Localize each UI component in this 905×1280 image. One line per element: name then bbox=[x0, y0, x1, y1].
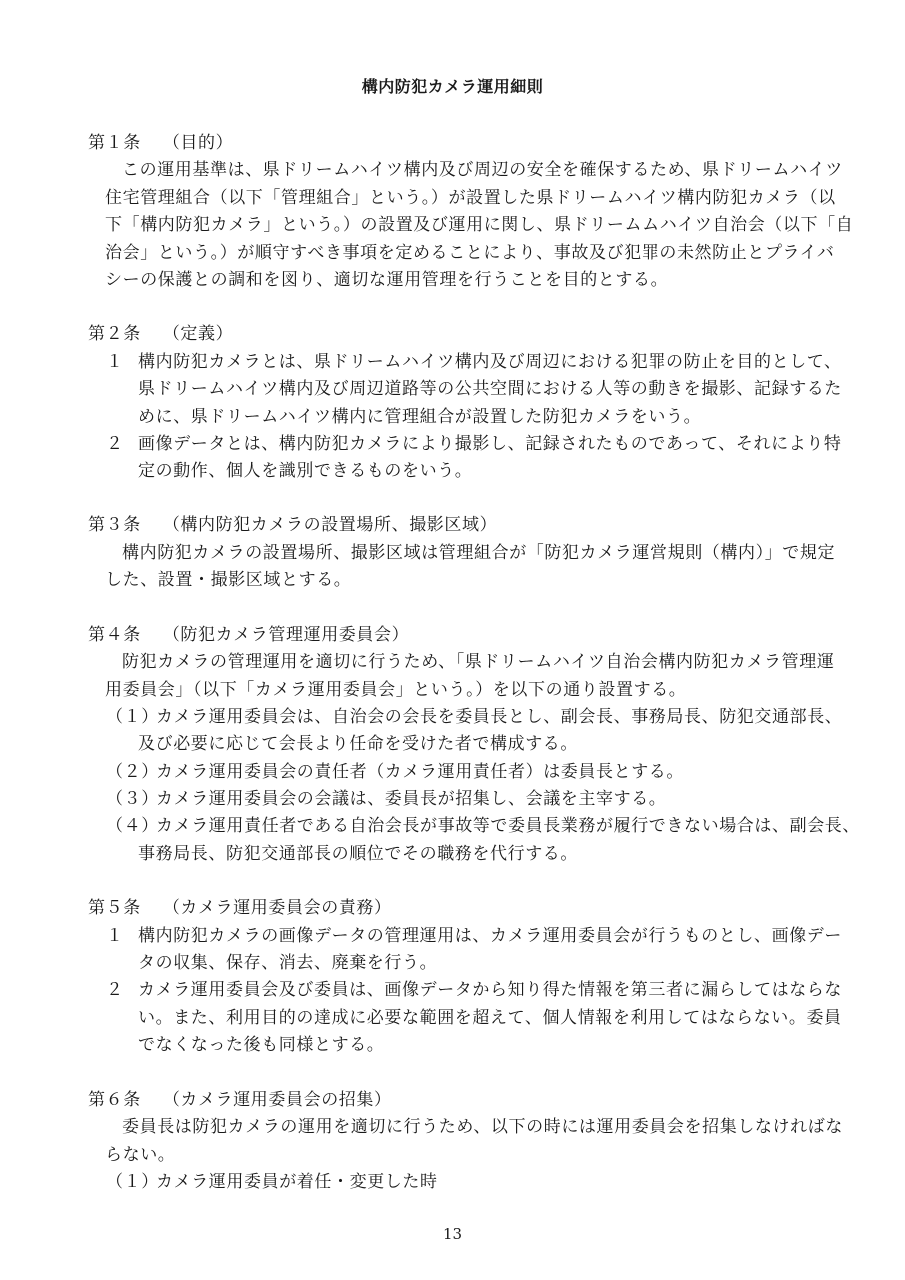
item-line: 事務局長、防犯交通部長の順位でその職務を代行する。 bbox=[138, 844, 578, 864]
item-marker: （１） bbox=[106, 707, 159, 727]
item-line: カメラ運用委員会は、自治会の会長を委員長とし、副会長、事務局長、防犯交通部長、 bbox=[156, 707, 843, 727]
document-title: 構内防犯カメラ運用細則 bbox=[361, 77, 544, 96]
item-line: カメラ運用委員会の責任者（カメラ運用責任者）は委員長とする。 bbox=[156, 762, 684, 782]
paragraph-line: 下「構内防犯カメラ」という。）の設置及び運用に関し、県ドリームムハイツ自治会（以下「自 bbox=[105, 215, 854, 235]
article-number: 第６条 bbox=[88, 1090, 141, 1110]
paragraph-line: シーの保護との調和を図り、適切な運用管理を行うことを目的とする。 bbox=[105, 270, 669, 290]
item-marker: （２） bbox=[106, 762, 159, 782]
item-marker: ２ bbox=[106, 434, 124, 454]
item-line: 及び必要に応じて会長より任命を受けた者で構成する。 bbox=[138, 734, 578, 754]
article-3-heading bbox=[88, 515, 497, 535]
paragraph-line: 構内防犯カメラの設置場所、撮影区域は管理組合が「防犯カメラ運営規則（構内）」で規定 bbox=[122, 543, 836, 563]
paragraph-line: この運用基準は、県ドリームハイツ構内及び周辺の安全を確保するため、県ドリームハイツ bbox=[122, 160, 843, 180]
article-number: 第３条 bbox=[88, 515, 141, 535]
item-marker: （４） bbox=[106, 816, 159, 836]
article-caption: （カメラ運用委員会の招集） bbox=[162, 1090, 392, 1110]
paragraph-line: らない。 bbox=[105, 1145, 176, 1165]
item-marker: （１） bbox=[106, 1172, 159, 1192]
article-6-heading bbox=[88, 1090, 392, 1110]
item-line: 画像データとは、構内防犯カメラにより撮影し、記録されたものであって、それにより特 bbox=[138, 434, 842, 454]
article-number: 第１条 bbox=[88, 133, 141, 153]
item-line: タの収集、保存、消去、廃棄を行う。 bbox=[138, 953, 438, 973]
article-number: 第２条 bbox=[88, 324, 141, 344]
item-line: カメラ運用委員が着任・変更した時 bbox=[156, 1172, 438, 1192]
item-line: い。また、利用目的の達成に必要な範囲を超えて、個人情報を利用してはならない。委員 bbox=[138, 1008, 842, 1028]
item-line: カメラ運用責任者である自治会長が事故等で委員長業務が履行できない場合は、副会長、 bbox=[156, 816, 860, 836]
article-caption: （構内防犯カメラの設置場所、撮影区域） bbox=[162, 515, 498, 535]
item-marker: （３） bbox=[106, 789, 159, 809]
paragraph-line: 用委員会」（以下「カメラ運用委員会」という。）を以下の通り設置する。 bbox=[105, 680, 687, 700]
page-number: 13 bbox=[442, 1225, 463, 1243]
article-number: 第５条 bbox=[88, 898, 141, 918]
item-line: でなくなった後も同様とする。 bbox=[138, 1035, 385, 1055]
article-4-heading bbox=[88, 625, 409, 645]
article-2-heading bbox=[88, 324, 233, 344]
item-marker: １ bbox=[106, 926, 124, 946]
item-line: 構内防犯カメラの画像データの管理運用は、カメラ運用委員会が行うものとし、画像デー bbox=[138, 926, 842, 946]
item-line: カメラ運用委員会の会議は、委員長が招集し、会議を主宰する。 bbox=[156, 789, 667, 809]
item-line: めに、県ドリームハイツ構内に管理組合が設置した防犯カメラをいう。 bbox=[138, 407, 702, 427]
item-line: 定の動作、個人を識別できるものをいう。 bbox=[138, 461, 473, 481]
article-5-heading bbox=[88, 898, 392, 918]
item-marker: １ bbox=[106, 352, 124, 372]
item-line: カメラ運用委員会及び委員は、画像データから知り得た情報を第三者に漏らしてはならな bbox=[138, 980, 842, 1000]
item-line: 構内防犯カメラとは、県ドリームハイツ構内及び周辺における犯罪の防止を目的として、 bbox=[138, 352, 842, 372]
paragraph-line: 防犯カメラの管理運用を適切に行うため、「県ドリームハイツ自治会構内防犯カメラ管理運 bbox=[122, 652, 835, 672]
item-marker: ２ bbox=[106, 980, 124, 1000]
article-caption: （防犯カメラ管理運用委員会） bbox=[162, 625, 410, 645]
paragraph-line: 委員長は防犯カメラの運用を適切に行うため、以下の時には運用委員会を招集しなければな bbox=[122, 1117, 843, 1137]
article-caption: （定義） bbox=[162, 324, 234, 344]
paragraph-line: 住宅管理組合（以下「管理組合」という。）が設置した県ドリームハイツ構内防犯カメラ（以 bbox=[105, 188, 836, 208]
paragraph-line: 治会」という。）が順守すべき事項を定めることにより、事故及び犯罪の未然防止とプライバ bbox=[105, 243, 835, 263]
paragraph-line: した、設置・撮影区域とする。 bbox=[105, 570, 352, 590]
article-1-heading bbox=[88, 133, 233, 153]
article-number: 第４条 bbox=[88, 625, 141, 645]
article-caption: （目的） bbox=[162, 133, 234, 153]
article-caption: （カメラ運用委員会の責務） bbox=[162, 898, 392, 918]
item-line: 県ドリームハイツ構内及び周辺道路等の公共空間における人等の動きを撮影、記録するた bbox=[138, 379, 842, 399]
